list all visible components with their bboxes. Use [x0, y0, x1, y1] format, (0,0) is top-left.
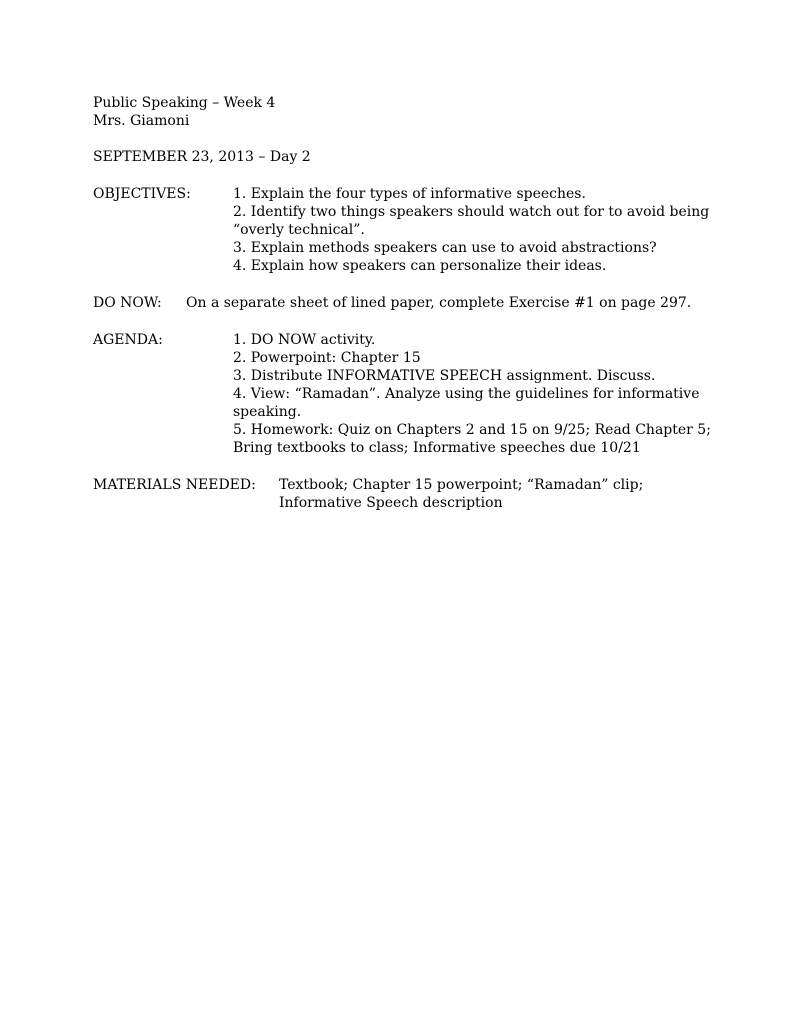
- agenda-item: 2. Powerpoint: Chapter 15: [233, 350, 421, 366]
- agenda-list: [233, 331, 711, 457]
- agenda-item: 3. Distribute INFORMATIVE SPEECH assignment. Discuss.: [233, 368, 656, 384]
- agenda-item: 1. DO NOW activity.: [233, 332, 376, 348]
- agenda-item: Bring textbooks to class; Informative speeches due 10/21: [233, 440, 641, 456]
- objectives-label: OBJECTIVES:: [93, 186, 191, 202]
- date-line: SEPTEMBER 23, 2013 – Day 2: [93, 149, 311, 165]
- agenda-item: speaking.: [233, 404, 302, 420]
- agenda-label: AGENDA:: [93, 332, 163, 348]
- do-now-label: DO NOW:: [93, 295, 162, 311]
- course-title: Public Speaking – Week 4: [93, 95, 276, 111]
- objective-item: 3. Explain methods speakers can use to avoid abstractions?: [233, 240, 657, 256]
- materials-item: Informative Speech description: [279, 495, 503, 511]
- objective-item: 1. Explain the four types of informative speeches.: [233, 186, 586, 202]
- materials-list: [279, 476, 643, 512]
- objectives-list: [233, 185, 709, 275]
- materials-label: MATERIALS NEEDED:: [93, 477, 256, 493]
- agenda-item: 4. View: “Ramadan”. Analyze using the guidelines for informative: [233, 386, 700, 402]
- objective-item: “overly technical”.: [233, 222, 365, 238]
- objective-item: 4. Explain how speakers can personalize their ideas.: [233, 258, 607, 274]
- do-now-text: On a separate sheet of lined paper, complete Exercise #1 on page 297.: [186, 295, 692, 311]
- materials-item: Textbook; Chapter 15 powerpoint; “Ramadan” clip;: [279, 477, 644, 493]
- objective-item: 2. Identify two things speakers should watch out for to avoid being: [233, 204, 710, 220]
- agenda-item: 5. Homework: Quiz on Chapters 2 and 15 on 9/25; Read Chapter 5;: [233, 422, 711, 438]
- teacher-name: Mrs. Giamoni: [93, 113, 190, 129]
